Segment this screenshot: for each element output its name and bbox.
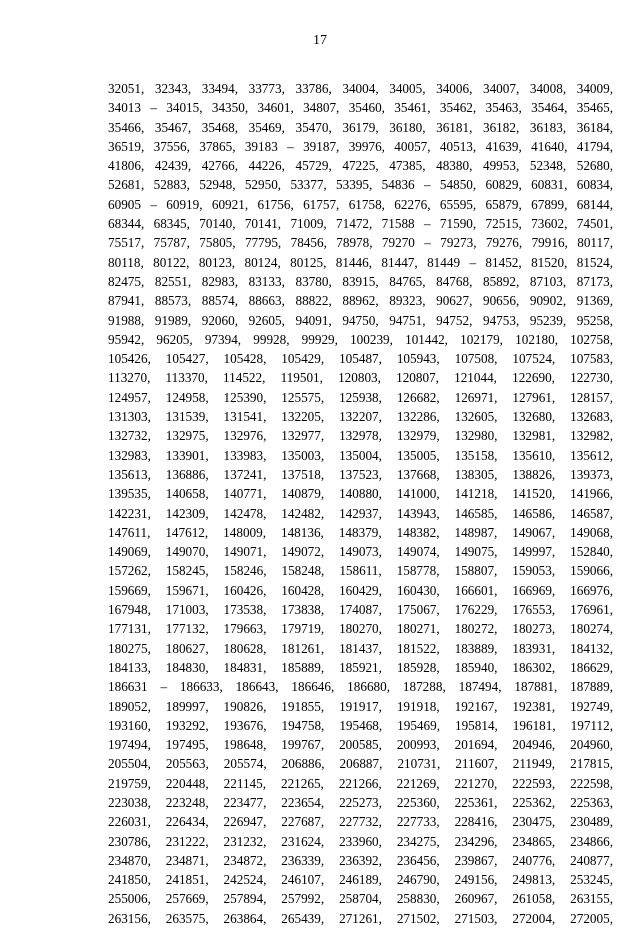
text-line: 35466, 35467, 35468, 35469, 35470, 36179, 36180, 36181, 36182, 36183, 36184, [108, 119, 613, 135]
page-number: 17 [313, 33, 327, 48]
text-line: 142231, 142309, 142478, 142482, 142937, 143943, 146585, 146586, 146587, [108, 505, 613, 521]
text-line: 197494, 197495, 198648, 199767, 200585, 200993, 201694, 204946, 204960, [108, 737, 613, 753]
text-line: 91988, 91989, 92060, 92605, 94091, 94750, 94751, 94752, 94753, 95239, 95258, [108, 312, 613, 328]
text-line: 241850, 241851, 242524, 246107, 246189, 246790, 249156, 249813, 253245, [108, 872, 613, 888]
text-line: 226031, 226434, 226947, 227687, 227732, 227733, 228416, 230475, 230489, [108, 814, 613, 830]
text-line: 149069, 149070, 149071, 149072, 149073, 149074, 149075, 149997, 152840, [108, 544, 613, 560]
text-line: 177131, 177132, 179663, 179719, 180270, 180271, 180272, 180273, 180274, [108, 621, 613, 637]
text-line: 113270, 113370, 114522, 119501, 120803, 120807, 121044, 122690, 122730, [108, 370, 613, 386]
text-line: 34013 – 34015, 34350, 34601, 34807, 35460, 35461, 35462, 35463, 35464, 35465, [108, 100, 613, 116]
text-line: 263156, 263575, 263864, 265439, 271261, 271502, 271503, 272004, 272005, [108, 910, 613, 926]
text-line: 95942, 96205, 97394, 99928, 99929, 100239, 101442, 102179, 102180, 102758, [108, 331, 613, 347]
text-line: 255006, 257669, 257894, 257992, 258704, 258830, 260967, 261058, 263155, [108, 891, 613, 907]
text-line: 60905 – 60919, 60921, 61756, 61757, 61758, 62276, 65595, 65879, 67899, 68144, [108, 196, 613, 212]
text-line: 180275, 180627, 180628, 181261, 181437, 181522, 183889, 183931, 184132, [108, 640, 613, 656]
text-line: 186631 – 186633, 186643, 186646, 186680, 187288, 187494, 187881, 187889, [108, 679, 613, 695]
text-line: 234870, 234871, 234872, 236339, 236392, 236456, 239867, 240776, 240877, [108, 852, 613, 868]
text-line: 132732, 132975, 132976, 132977, 132978, 132979, 132980, 132981, 132982, [108, 428, 613, 444]
text-line: 157262, 158245, 158246, 158248, 158611, 158778, 158807, 159053, 159066, [108, 563, 613, 579]
text-line: 184133, 184830, 184831, 185889, 185921, 185928, 185940, 186302, 186629, [108, 659, 613, 675]
text-line: 80118, 80122, 80123, 80124, 80125, 81446, 81447, 81449 – 81452, 81520, 81524, [108, 254, 613, 270]
text-line: 32051, 32343, 33494, 33773, 33786, 34004, 34005, 34006, 34007, 34008, 34009, [108, 81, 613, 96]
text-line: 41806, 42439, 42766, 44226, 45729, 47225, 47385, 48380, 49953, 52348, 52680, [108, 158, 613, 174]
text-line: 139535, 140658, 140771, 140879, 140880, 141000, 141218, 141520, 141966, [108, 486, 613, 502]
text-line: 147611, 147612, 148009, 148136, 148379, 148382, 148987, 149067, 149068, [108, 524, 613, 540]
text-line: 132983, 133901, 133983, 135003, 135004, 135005, 135158, 135610, 135612, [108, 447, 613, 463]
text-line: 131303, 131539, 131541, 132205, 132207, 132286, 132605, 132680, 132683, [108, 409, 613, 425]
text-line: 159669, 159671, 160426, 160428, 160429, 160430, 166601, 166969, 166976, [108, 582, 613, 598]
text-line: 230786, 231222, 231232, 231624, 233960, 234275, 234296, 234865, 234866, [108, 833, 613, 849]
text-line: 223038, 223248, 223477, 223654, 225273, 225360, 225361, 225362, 225363, [108, 794, 613, 810]
text-line: 205504, 205563, 205574, 206886, 206887, 210731, 211607, 211949, 217815, [108, 756, 613, 772]
number-list [108, 79, 613, 928]
text-line: 75517, 75787, 75805, 77795, 78456, 78978, 79270 – 79273, 79276, 79916, 80117, [108, 235, 613, 251]
text-line: 135613, 136886, 137241, 137518, 137523, 137668, 138305, 138826, 139373, [108, 466, 613, 482]
text-line: 219759, 220448, 221145, 221265, 221266, 221269, 221270, 222593, 222598, [108, 775, 613, 791]
text-line: 36519, 37556, 37865, 39183 – 39187, 39976, 40057, 40513, 41639, 41640, 41794, [108, 138, 613, 154]
text-line: 82475, 82551, 82983, 83133, 83780, 83915, 84765, 84768, 85892, 87103, 87173, [108, 273, 613, 289]
text-line: 193160, 193292, 193676, 194758, 195468, 195469, 195814, 196181, 197112, [108, 717, 613, 733]
text-line: 167948, 171003, 173538, 173838, 174087, 175067, 176229, 176553, 176961, [108, 602, 613, 618]
text-line: 105426, 105427, 105428, 105429, 105487, 105943, 107508, 107524, 107583, [108, 351, 613, 367]
text-line: 124957, 124958, 125390, 125575, 125938, 126682, 126971, 127961, 128157, [108, 389, 613, 405]
text-line: 189052, 189997, 190826, 191855, 191917, 191918, 192167, 192381, 192749, [108, 698, 613, 714]
text-line: 68344, 68345, 70140, 70141, 71009, 71472, 71588 – 71590, 72515, 73602, 74501, [108, 216, 613, 232]
text-line: 87941, 88573, 88574, 88663, 88822, 88962, 89323, 90627, 90656, 90902, 91369, [108, 293, 613, 309]
text-line: 52681, 52883, 52948, 52950, 53377, 53395, 54836 – 54850, 60829, 60831, 60834, [108, 177, 613, 193]
